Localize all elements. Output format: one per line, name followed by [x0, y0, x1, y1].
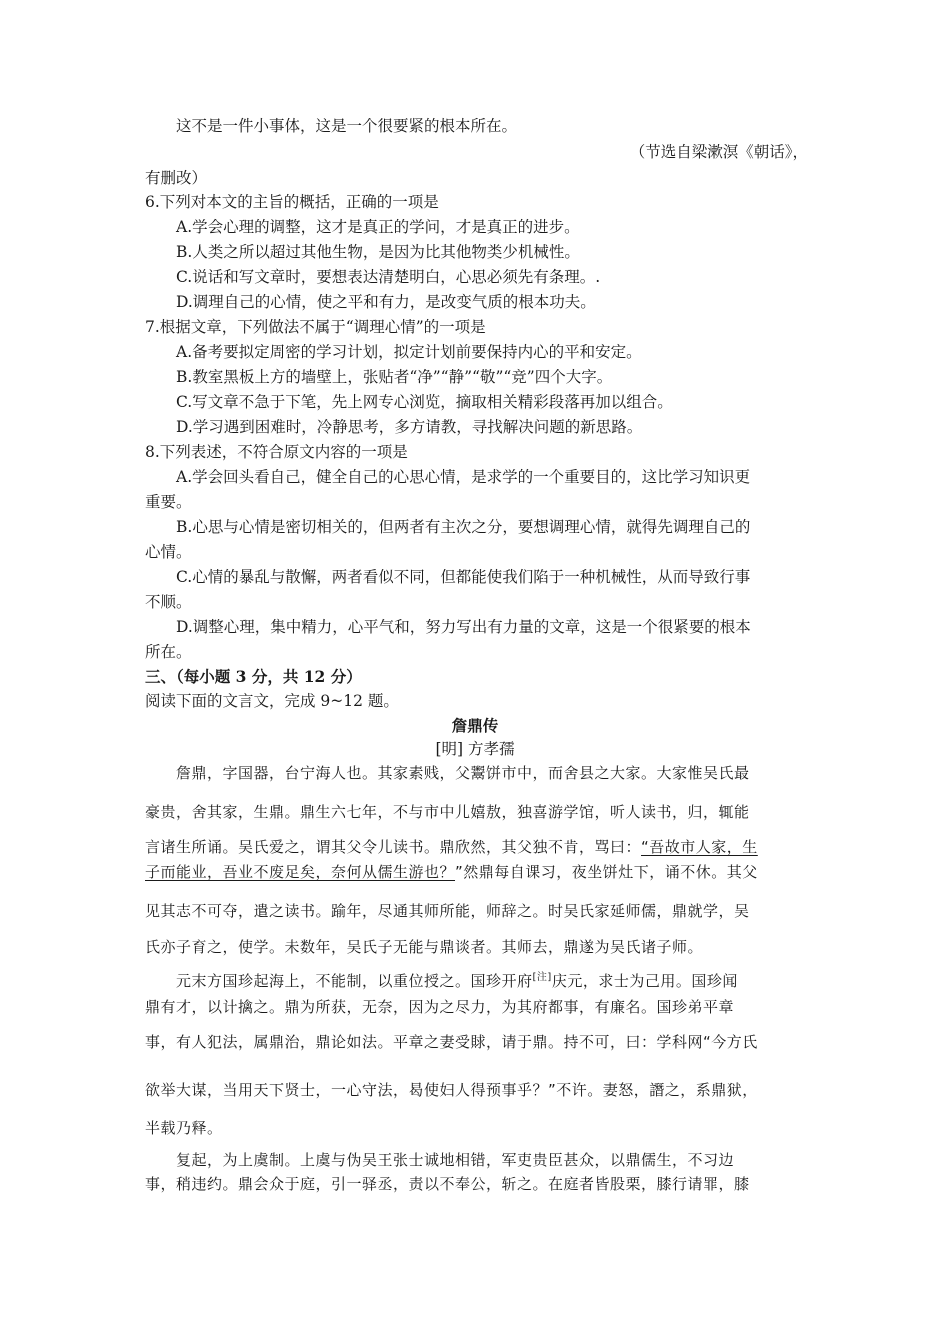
classical-p2-line1: [176, 968, 810, 991]
question-8-option-a-cont: 重要。: [145, 493, 192, 511]
source-citation: （节选自梁漱溟《朝话》，: [629, 143, 808, 161]
classical-p1-line4: [145, 862, 810, 882]
classical-p1-line1: 詹鼎，字国器，台宁海人也。其家素贱，父鬻饼市中，而舍县之大家。大家惟吴氏最: [176, 764, 750, 782]
classical-p1-line3: [145, 837, 810, 857]
question-6-option-a: A.学会心理的调整，这才是真正的学问，才是真正的进步。: [176, 218, 580, 236]
question-6-option-b: B.人类之所以超过其他生物，是因为比其他物类少机械性。: [176, 243, 580, 261]
question-8-option-c-cont: 不顺。: [145, 593, 192, 611]
passage-last-line: 这不是一件小事体，这是一个很要紧的根本所在。: [176, 117, 518, 135]
question-6-option-d: D.调理自己的心情，使之平和有力，是改变气质的根本功夫。: [176, 293, 596, 311]
question-8-option-b: B.心思与心情是密切相关的，但两者有主次之分，要想调理心情，就得先调理自己的: [176, 518, 751, 536]
classical-p3-line1: 复起，为上虞制。上虞与伪吴王张士诚地相错，军吏贵臣甚众，以鼎儒生，不习边: [176, 1151, 735, 1169]
classical-p1-line2: 豪贵，舍其家，生鼎。鼎生六七年，不与市中儿嬉敖，独喜游学馆，听人读书，归，辄能: [145, 803, 750, 821]
question-7-option-c: C.写文章不急于下笔，先上网专心浏览，摘取相关精彩段落再加以组合。: [176, 393, 673, 411]
underlined-sentence-part1: “吾故市人家，生: [641, 838, 758, 856]
section-3-instruction: 阅读下面的文言文，完成 9~12 题。: [145, 692, 399, 710]
classical-p2-line3: 事，有人犯法，属鼎治，鼎论如法。平章之妻受賕，请于鼎。持不可，曰：学科网“今方氏: [145, 1033, 758, 1051]
question-8-option-c: C.心情的暴乱与散懈，两者看似不同，但都能使我们陷于一种机械性，从而导致行事: [176, 568, 751, 586]
classical-p1-line5: 见其志不可夺，遣之读书。踰年，尽通其师所能，师辞之。时吴氏家延师儒，鼎就学，吴: [145, 902, 750, 920]
question-8-option-b-cont: 心情。: [145, 543, 192, 561]
classical-text-title: 詹鼎传: [451, 716, 499, 735]
classical-p1-line4-text: ”然鼎每自课习，夜坐饼灶下，诵不休。其父: [455, 863, 758, 881]
classical-p1-line3-text: 言诸生所诵。吴氏爱之，谓其父令儿读书。鼎欣然，其父独不肯，骂曰：: [145, 838, 642, 856]
question-8-option-a: A.学会回头看自己，健全自己的心思心情，是求学的一个重要目的，这比学习知识更: [176, 468, 751, 486]
footnote-marker: [注]: [532, 972, 552, 983]
section-3-heading: 三、（每小题 3 分，共 12 分）: [145, 667, 362, 686]
classical-p1-line6: 氏亦子育之，使学。未数年，吴氏子无能与鼎谈者。其师去，鼎遂为吴氏诸子师。: [145, 938, 704, 956]
question-8-option-d: D.调整心理，集中精力，心平气和，努力写出有力量的文章，这是一个很紧要的根本: [176, 618, 751, 636]
question-7-option-a: A.备考要拟定周密的学习计划，拟定计划前要保持内心的平和安定。: [176, 343, 642, 361]
classical-p2-line5: 半载乃释。: [145, 1119, 223, 1137]
question-6-stem: 6.下列对本文的主旨的概括，正确的一项是: [145, 193, 439, 211]
question-8-stem: 8.下列表述，不符合原文内容的一项是: [145, 443, 408, 461]
classical-p2-line2: 鼎有才，以计擒之。鼎为所获，无奈，因为之尽力，为其府都事，有廉名。国珍弟平章: [145, 998, 735, 1016]
question-7-stem: 7.根据文章，下列做法不属于“调理心情”的一项是: [145, 318, 486, 336]
classical-text-author: [明] 方孝孺: [435, 740, 515, 758]
classical-p3-line2: 事，稍违约。鼎会众于庭，引一驿丞，责以不奉公，斩之。在庭者皆股栗，膝行请罪，膝: [145, 1175, 750, 1193]
underlined-sentence-part2: 子而能业，吾业不废足矣，奈何从儒生游也？: [145, 863, 456, 881]
source-citation-cont: 有删改）: [145, 169, 208, 187]
question-7-option-b: B.教室黑板上方的墙壁上，张贴者“净”“静”“敬”“竞”四个大字。: [176, 368, 613, 386]
classical-p2-line1-text: 元末方国珍起海上，不能制，以重位授之。国珍开府: [176, 972, 533, 990]
classical-p2-line4: 欲举大谋，当用天下贤士，一心守法，曷使妇人得预事乎？”不许。妻怒，譖之，系鼎狱，: [145, 1081, 758, 1099]
question-8-option-d-cont: 所在。: [145, 643, 192, 661]
question-7-option-d: D.学习遇到困难时，冷静思考，多方请教，寻找解决问题的新思路。: [176, 418, 643, 436]
question-6-option-c: C.说话和写文章时，要想表达清楚明白，心思必须先有条理。.: [176, 268, 601, 286]
classical-p2-line1-text-cont: 庆元，求士为己用。国珍闻: [551, 972, 738, 990]
